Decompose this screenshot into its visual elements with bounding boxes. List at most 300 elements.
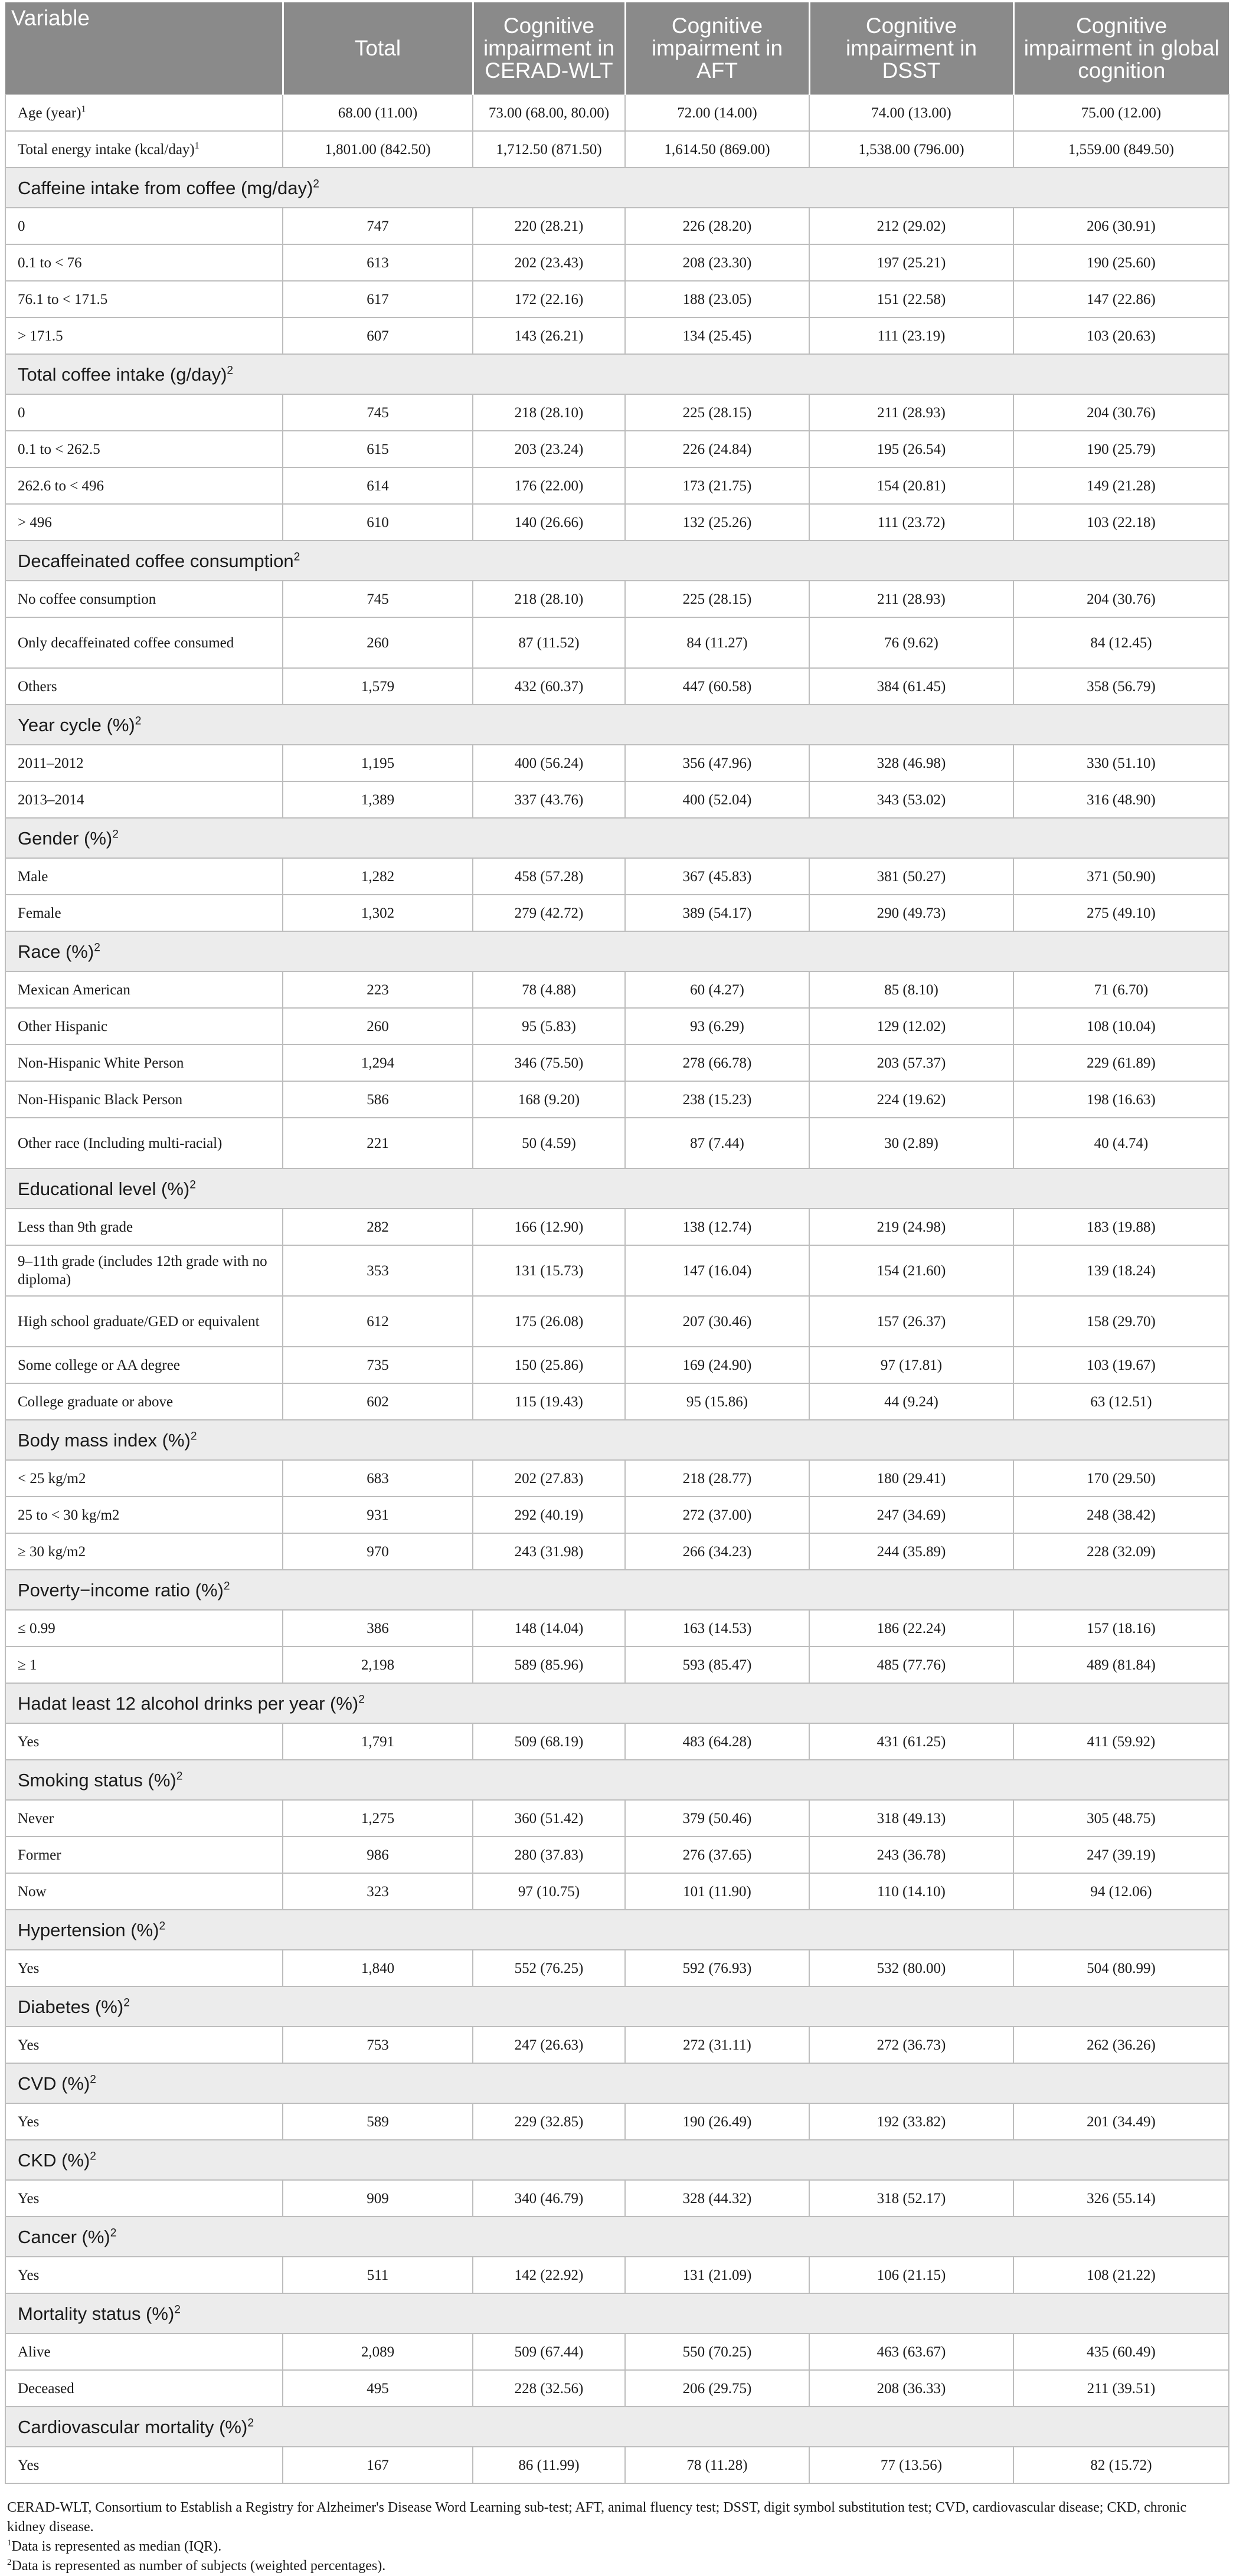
row-label: Only decaffeinated coffee consumed <box>18 634 234 651</box>
total-cell: 167 <box>283 2447 473 2483</box>
total-cell: 735 <box>283 1347 473 1383</box>
row-label-cell <box>5 2180 283 2217</box>
row-label-cell <box>5 1347 283 1383</box>
table-row <box>5 1347 1229 1383</box>
global-cognition-cell: 201 (34.49) <box>1013 2103 1229 2140</box>
dsst-cell: 532 (80.00) <box>809 1950 1013 1986</box>
total-cell: 1,275 <box>283 1800 473 1837</box>
table-row <box>5 1081 1229 1118</box>
row-label-cell <box>5 1245 283 1296</box>
row-label-cell <box>5 131 283 168</box>
global-cognition-cell: 183 (19.88) <box>1013 1209 1229 1245</box>
section-header-cell <box>5 1760 1229 1800</box>
total-cell: 615 <box>283 431 473 467</box>
cerad-wlt-cell: 292 (40.19) <box>473 1497 625 1533</box>
section-label: Mortality status (%) <box>18 2303 175 2324</box>
section-header-row <box>5 1570 1229 1610</box>
row-label-cell <box>5 504 283 541</box>
aft-cell: 272 (31.11) <box>625 2027 809 2063</box>
table-body <box>5 94 1229 2483</box>
footnote-marker: 2 <box>94 941 100 954</box>
cerad-wlt-cell: 202 (23.43) <box>473 244 625 281</box>
row-label-cell <box>5 2103 283 2140</box>
aft-cell: 266 (34.23) <box>625 1533 809 1570</box>
global-cognition-cell: 489 (81.84) <box>1013 1647 1229 1683</box>
section-header-row <box>5 818 1229 858</box>
total-cell: 68.00 (11.00) <box>283 94 473 131</box>
aft-cell: 87 (7.44) <box>625 1118 809 1168</box>
cerad-wlt-cell: 143 (26.21) <box>473 318 625 354</box>
total-cell: 260 <box>283 1008 473 1045</box>
section-header-row <box>5 1168 1229 1209</box>
table-row <box>5 1800 1229 1837</box>
total-cell: 1,302 <box>283 895 473 931</box>
row-label: Former <box>18 1847 61 1863</box>
cerad-wlt-cell: 552 (76.25) <box>473 1950 625 1986</box>
dsst-cell: 186 (22.24) <box>809 1610 1013 1647</box>
row-label-cell <box>5 2333 283 2370</box>
total-cell: 747 <box>283 208 473 244</box>
footnote-marker: 2 <box>174 2303 181 2316</box>
row-label: Total energy intake (kcal/day) <box>18 141 195 158</box>
section-header-cell <box>5 1683 1229 1723</box>
dsst-cell: 195 (26.54) <box>809 431 1013 467</box>
global-cognition-cell: 170 (29.50) <box>1013 1460 1229 1497</box>
section-header-cell <box>5 705 1229 745</box>
dsst-cell: 154 (20.81) <box>809 467 1013 504</box>
footnote-1 <box>7 2537 1228 2557</box>
section-header-row <box>5 2293 1229 2333</box>
section-header-cell <box>5 1420 1229 1460</box>
cerad-wlt-cell: 509 (67.44) <box>473 2333 625 2370</box>
dsst-cell: 192 (33.82) <box>809 2103 1013 2140</box>
section-label: Diabetes (%) <box>18 1996 124 2017</box>
section-label: Gender (%) <box>18 827 113 849</box>
section-header-row <box>5 354 1229 394</box>
table-row <box>5 1118 1229 1168</box>
cerad-wlt-cell: 218 (28.10) <box>473 581 625 617</box>
aft-cell: 163 (14.53) <box>625 1610 809 1647</box>
section-label: Hypertension (%) <box>18 1919 159 1940</box>
total-cell: 745 <box>283 581 473 617</box>
section-label: CKD (%) <box>18 2149 90 2171</box>
table-row <box>5 504 1229 541</box>
section-header-row <box>5 2217 1229 2257</box>
section-label: Cardiovascular mortality (%) <box>18 2416 248 2437</box>
table-row <box>5 2103 1229 2140</box>
total-cell: 511 <box>283 2257 473 2293</box>
section-label: Educational level (%) <box>18 1178 190 1199</box>
table-row <box>5 431 1229 467</box>
row-label-cell <box>5 467 283 504</box>
header-cell-total: Total <box>283 2 473 94</box>
row-label: ≥ 1 <box>18 1657 37 1673</box>
total-cell: 323 <box>283 1873 473 1910</box>
global-cognition-cell: 63 (12.51) <box>1013 1383 1229 1420</box>
footnote-marker: 2 <box>358 1693 365 1706</box>
table-row <box>5 2180 1229 2217</box>
dsst-cell: 197 (25.21) <box>809 244 1013 281</box>
row-label: 0 <box>18 404 25 421</box>
global-cognition-cell: 247 (39.19) <box>1013 1837 1229 1873</box>
row-label: Yes <box>18 1960 40 1976</box>
row-label: No coffee consumption <box>18 591 156 607</box>
row-label-cell <box>5 668 283 705</box>
row-label-cell <box>5 1118 283 1168</box>
dsst-cell: 381 (50.27) <box>809 858 1013 895</box>
footnote-marker: 2 <box>293 551 300 564</box>
aft-cell: 226 (28.20) <box>625 208 809 244</box>
cerad-wlt-cell: 87 (11.52) <box>473 617 625 668</box>
row-label: 76.1 to < 171.5 <box>18 291 108 307</box>
global-cognition-cell: 1,559.00 (849.50) <box>1013 131 1229 168</box>
row-label: Non-Hispanic White Person <box>18 1055 184 1071</box>
cerad-wlt-cell: 97 (10.75) <box>473 1873 625 1910</box>
total-cell: 613 <box>283 244 473 281</box>
row-label: College graduate or above <box>18 1393 174 1410</box>
cerad-wlt-cell: 243 (31.98) <box>473 1533 625 1570</box>
footnote-1-text: Data is represented as median (IQR). <box>11 2539 222 2554</box>
dsst-cell: 212 (29.02) <box>809 208 1013 244</box>
aft-cell: 379 (50.46) <box>625 1800 809 1837</box>
aft-cell: 134 (25.45) <box>625 318 809 354</box>
dsst-cell: 211 (28.93) <box>809 581 1013 617</box>
aft-cell: 225 (28.15) <box>625 394 809 431</box>
row-label: Yes <box>18 2113 40 2130</box>
dsst-cell: 85 (8.10) <box>809 971 1013 1008</box>
row-label-cell <box>5 745 283 781</box>
row-label-cell <box>5 244 283 281</box>
global-cognition-cell: 228 (32.09) <box>1013 1533 1229 1570</box>
aft-cell: 238 (15.23) <box>625 1081 809 1118</box>
table-row <box>5 1610 1229 1647</box>
dsst-cell: 30 (2.89) <box>809 1118 1013 1168</box>
table-row <box>5 1723 1229 1760</box>
global-cognition-cell: 204 (30.76) <box>1013 394 1229 431</box>
section-header-row <box>5 168 1229 208</box>
section-header-cell <box>5 168 1229 208</box>
table-row <box>5 467 1229 504</box>
footnote-marker: 2 <box>90 2073 96 2086</box>
section-header-cell <box>5 2407 1229 2447</box>
aft-cell: 208 (23.30) <box>625 244 809 281</box>
dsst-cell: 208 (36.33) <box>809 2370 1013 2407</box>
row-label-cell <box>5 858 283 895</box>
aft-cell: 169 (24.90) <box>625 1347 809 1383</box>
table-row <box>5 394 1229 431</box>
aft-cell: 147 (16.04) <box>625 1245 809 1296</box>
dsst-cell: 106 (21.15) <box>809 2257 1013 2293</box>
aft-cell: 207 (30.46) <box>625 1296 809 1347</box>
header-cell-global-cognition: Cognitive impairment in global cognition <box>1013 2 1229 94</box>
row-label-cell <box>5 1081 283 1118</box>
dsst-cell: 343 (53.02) <box>809 781 1013 818</box>
row-label: Others <box>18 678 57 695</box>
total-cell: 282 <box>283 1209 473 1245</box>
table-row <box>5 281 1229 318</box>
footnote-marker: 2 <box>223 1580 230 1593</box>
row-label: ≤ 0.99 <box>18 1620 55 1636</box>
table-row <box>5 2333 1229 2370</box>
cerad-wlt-cell: 1,712.50 (871.50) <box>473 131 625 168</box>
section-header-cell <box>5 818 1229 858</box>
cerad-wlt-cell: 140 (26.66) <box>473 504 625 541</box>
footnote-marker: 2 <box>189 1179 196 1192</box>
section-header-row <box>5 2407 1229 2447</box>
section-header-row <box>5 2140 1229 2180</box>
table-row <box>5 1008 1229 1045</box>
total-cell: 1,195 <box>283 745 473 781</box>
total-cell: 223 <box>283 971 473 1008</box>
header-cell-dsst: Cognitive impairment in DSST <box>809 2 1013 94</box>
row-label: High school graduate/GED or equivalent <box>18 1313 260 1330</box>
aft-cell: 190 (26.49) <box>625 2103 809 2140</box>
row-label: Female <box>18 905 61 921</box>
global-cognition-cell: 82 (15.72) <box>1013 2447 1229 2483</box>
row-label-cell <box>5 1873 283 1910</box>
section-header-cell <box>5 1168 1229 1209</box>
total-cell: 745 <box>283 394 473 431</box>
section-header-row <box>5 1420 1229 1460</box>
table-row <box>5 1873 1229 1910</box>
row-label: 0.1 to < 76 <box>18 254 82 271</box>
global-cognition-cell: 248 (38.42) <box>1013 1497 1229 1533</box>
aft-cell: 218 (28.77) <box>625 1460 809 1497</box>
table-container <box>5 2 1228 2576</box>
global-cognition-cell: 211 (39.51) <box>1013 2370 1229 2407</box>
total-cell: 683 <box>283 1460 473 1497</box>
row-label-cell <box>5 2257 283 2293</box>
footnote-2-mark: 2 <box>7 2558 12 2567</box>
global-cognition-cell: 504 (80.99) <box>1013 1950 1229 1986</box>
section-label: Race (%) <box>18 941 94 962</box>
row-label-cell <box>5 208 283 244</box>
cerad-wlt-cell: 166 (12.90) <box>473 1209 625 1245</box>
dsst-cell: 76 (9.62) <box>809 617 1013 668</box>
global-cognition-cell: 158 (29.70) <box>1013 1296 1229 1347</box>
footnote-marker: 1 <box>194 140 199 151</box>
row-label: Some college or AA degree <box>18 1357 180 1373</box>
footnote-marker: 2 <box>227 364 234 377</box>
dsst-cell: 154 (21.60) <box>809 1245 1013 1296</box>
total-cell: 612 <box>283 1296 473 1347</box>
section-label: Total coffee intake (g/day) <box>18 364 227 385</box>
row-label: Mexican American <box>18 981 130 998</box>
aft-cell: 132 (25.26) <box>625 504 809 541</box>
section-label: Body mass index (%) <box>18 1429 191 1451</box>
dsst-cell: 318 (49.13) <box>809 1800 1013 1837</box>
aft-cell: 188 (23.05) <box>625 281 809 318</box>
aft-cell: 272 (37.00) <box>625 1497 809 1533</box>
row-label-cell <box>5 781 283 818</box>
global-cognition-cell: 305 (48.75) <box>1013 1800 1229 1837</box>
section-header-row <box>5 1986 1229 2027</box>
global-cognition-cell: 103 (19.67) <box>1013 1347 1229 1383</box>
section-header-row <box>5 2063 1229 2103</box>
global-cognition-cell: 149 (21.28) <box>1013 467 1229 504</box>
global-cognition-cell: 108 (21.22) <box>1013 2257 1229 2293</box>
table-row <box>5 895 1229 931</box>
dsst-cell: 431 (61.25) <box>809 1723 1013 1760</box>
row-label: 0.1 to < 262.5 <box>18 441 100 457</box>
section-header-cell <box>5 2063 1229 2103</box>
global-cognition-cell: 190 (25.79) <box>1013 431 1229 467</box>
row-label-cell <box>5 895 283 931</box>
dsst-cell: 272 (36.73) <box>809 2027 1013 2063</box>
section-header-cell <box>5 2293 1229 2333</box>
row-label: Yes <box>18 2037 40 2053</box>
table-row <box>5 1296 1229 1347</box>
data-table <box>5 2 1229 2484</box>
cerad-wlt-cell: 175 (26.08) <box>473 1296 625 1347</box>
table-row <box>5 244 1229 281</box>
row-label-cell <box>5 581 283 617</box>
total-cell: 602 <box>283 1383 473 1420</box>
cerad-wlt-cell: 78 (4.88) <box>473 971 625 1008</box>
row-label: Yes <box>18 1733 40 1750</box>
global-cognition-cell: 157 (18.16) <box>1013 1610 1229 1647</box>
cerad-wlt-cell: 73.00 (68.00, 80.00) <box>473 94 625 131</box>
cerad-wlt-cell: 142 (22.92) <box>473 2257 625 2293</box>
row-label-cell <box>5 1800 283 1837</box>
global-cognition-cell: 103 (20.63) <box>1013 318 1229 354</box>
total-cell: 1,840 <box>283 1950 473 1986</box>
cerad-wlt-cell: 220 (28.21) <box>473 208 625 244</box>
table-row <box>5 1533 1229 1570</box>
section-header-row <box>5 541 1229 581</box>
global-cognition-cell: 75.00 (12.00) <box>1013 94 1229 131</box>
aft-cell: 328 (44.32) <box>625 2180 809 2217</box>
row-label-cell <box>5 2027 283 2063</box>
cerad-wlt-cell: 131 (15.73) <box>473 1245 625 1296</box>
global-cognition-cell: 103 (22.18) <box>1013 504 1229 541</box>
total-cell: 617 <box>283 281 473 318</box>
total-cell: 260 <box>283 617 473 668</box>
dsst-cell: 203 (57.37) <box>809 1045 1013 1081</box>
dsst-cell: 77 (13.56) <box>809 2447 1013 2483</box>
aft-cell: 101 (11.90) <box>625 1873 809 1910</box>
footnote-marker: 2 <box>313 178 319 191</box>
footnote-marker: 2 <box>176 1770 183 1783</box>
aft-cell: 276 (37.65) <box>625 1837 809 1873</box>
dsst-cell: 224 (19.62) <box>809 1081 1013 1118</box>
row-label-cell <box>5 1647 283 1683</box>
cerad-wlt-cell: 86 (11.99) <box>473 2447 625 2483</box>
dsst-cell: 243 (36.78) <box>809 1837 1013 1873</box>
table-row <box>5 781 1229 818</box>
global-cognition-cell: 411 (59.92) <box>1013 1723 1229 1760</box>
cerad-wlt-cell: 337 (43.76) <box>473 781 625 818</box>
section-label: Year cycle (%) <box>18 714 135 735</box>
cerad-wlt-cell: 203 (23.24) <box>473 431 625 467</box>
row-label: < 25 kg/m2 <box>18 1470 86 1487</box>
total-cell: 970 <box>283 1533 473 1570</box>
cerad-wlt-cell: 95 (5.83) <box>473 1008 625 1045</box>
dsst-cell: 157 (26.37) <box>809 1296 1013 1347</box>
dsst-cell: 247 (34.69) <box>809 1497 1013 1533</box>
total-cell: 1,282 <box>283 858 473 895</box>
cerad-wlt-cell: 280 (37.83) <box>473 1837 625 1873</box>
global-cognition-cell: 198 (16.63) <box>1013 1081 1229 1118</box>
dsst-cell: 110 (14.10) <box>809 1873 1013 1910</box>
cerad-wlt-cell: 148 (14.04) <box>473 1610 625 1647</box>
global-cognition-cell: 330 (51.10) <box>1013 745 1229 781</box>
cerad-wlt-cell: 172 (22.16) <box>473 281 625 318</box>
table-row <box>5 1950 1229 1986</box>
total-cell: 610 <box>283 504 473 541</box>
table-row <box>5 2027 1229 2063</box>
aft-cell: 60 (4.27) <box>625 971 809 1008</box>
row-label: Now <box>18 1883 47 1900</box>
section-header-row <box>5 1683 1229 1723</box>
global-cognition-cell: 190 (25.60) <box>1013 244 1229 281</box>
header-row <box>5 2 1229 94</box>
total-cell: 753 <box>283 2027 473 2063</box>
aft-cell: 1,614.50 (869.00) <box>625 131 809 168</box>
table-row <box>5 1045 1229 1081</box>
header-cell-cerad-wlt: Cognitive impairment in CERAD-WLT <box>473 2 625 94</box>
section-header-row <box>5 931 1229 971</box>
row-label: Never <box>18 1810 54 1827</box>
dsst-cell: 1,538.00 (796.00) <box>809 131 1013 168</box>
row-label-cell <box>5 1723 283 1760</box>
row-label-cell <box>5 394 283 431</box>
cerad-wlt-cell: 589 (85.96) <box>473 1647 625 1683</box>
cerad-wlt-cell: 168 (9.20) <box>473 1081 625 1118</box>
aft-cell: 400 (52.04) <box>625 781 809 818</box>
row-label-cell <box>5 1610 283 1647</box>
global-cognition-cell: 147 (22.86) <box>1013 281 1229 318</box>
global-cognition-cell: 108 (10.04) <box>1013 1008 1229 1045</box>
global-cognition-cell: 229 (61.89) <box>1013 1045 1229 1081</box>
cerad-wlt-cell: 247 (26.63) <box>473 2027 625 2063</box>
header-cell-variable: Variable <box>5 2 283 94</box>
footnote-marker: 2 <box>90 2150 96 2163</box>
cerad-wlt-cell: 360 (51.42) <box>473 1800 625 1837</box>
dsst-cell: 485 (77.76) <box>809 1647 1013 1683</box>
cerad-wlt-cell: 509 (68.19) <box>473 1723 625 1760</box>
row-label: > 496 <box>18 514 52 531</box>
row-label-cell <box>5 94 283 131</box>
dsst-cell: 129 (12.02) <box>809 1008 1013 1045</box>
global-cognition-cell: 275 (49.10) <box>1013 895 1229 931</box>
footnote-marker: 2 <box>112 828 119 841</box>
aft-cell: 367 (45.83) <box>625 858 809 895</box>
dsst-cell: 244 (35.89) <box>809 1533 1013 1570</box>
total-cell: 386 <box>283 1610 473 1647</box>
cerad-wlt-cell: 150 (25.86) <box>473 1347 625 1383</box>
footnote-marker: 2 <box>190 1430 197 1443</box>
total-cell: 607 <box>283 318 473 354</box>
table-row <box>5 581 1229 617</box>
footnotes <box>5 2498 1228 2576</box>
aft-cell: 93 (6.29) <box>625 1008 809 1045</box>
footnote-marker: 1 <box>81 104 86 114</box>
section-header-cell <box>5 1986 1229 2027</box>
global-cognition-cell: 40 (4.74) <box>1013 1118 1229 1168</box>
row-label: Yes <box>18 2457 40 2473</box>
aft-cell: 72.00 (14.00) <box>625 94 809 131</box>
section-label: Poverty−income ratio (%) <box>18 1579 224 1600</box>
total-cell: 614 <box>283 467 473 504</box>
aft-cell: 356 (47.96) <box>625 745 809 781</box>
aft-cell: 447 (60.58) <box>625 668 809 705</box>
dsst-cell: 219 (24.98) <box>809 1209 1013 1245</box>
total-cell: 2,089 <box>283 2333 473 2370</box>
cerad-wlt-cell: 346 (75.50) <box>473 1045 625 1081</box>
table-row <box>5 94 1229 131</box>
cerad-wlt-cell: 115 (19.43) <box>473 1383 625 1420</box>
